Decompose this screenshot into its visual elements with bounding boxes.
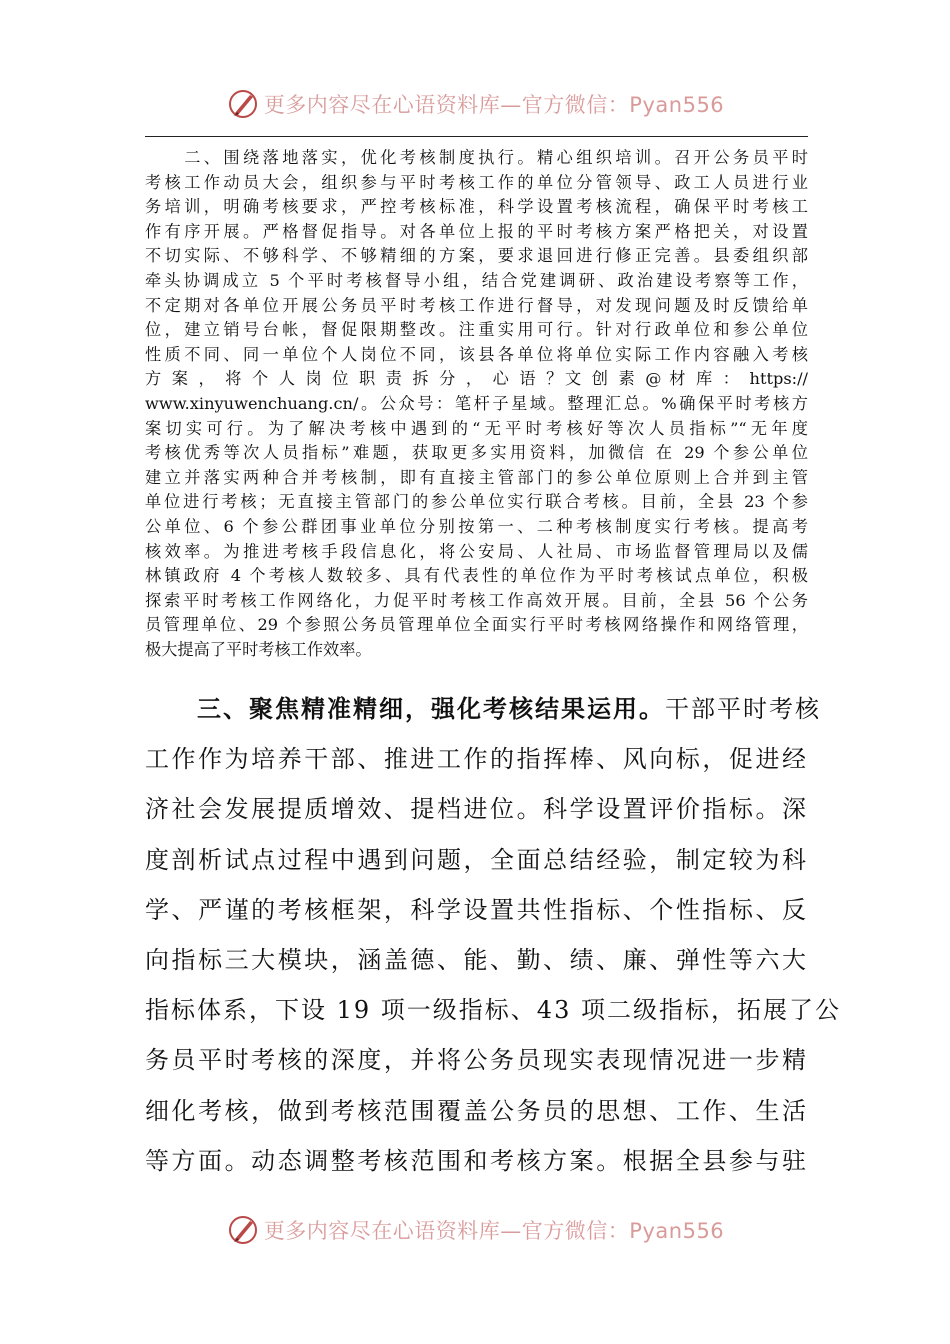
text-line: 指标体系，下设 19 项一级指标、43 项二级指标，拓展了公 [145,996,841,1025]
text-line: 公单位、6 个参公群团事业单位分别按第一、二种考核制度实行考核。提高考 [145,516,808,536]
text-line: 考核工作动员大会，组织参与平时考核工作的单位分管领导、政工人员进行业 [145,172,808,192]
text-line: 林镇政府 4 个考核人数较多、具有代表性的单位作为平时考核试点单位，积极 [145,566,808,586]
text-line: 务培训，明确考核要求，严控考核标准，科学设置考核流程，确保平时考核工 [145,197,808,217]
text-line: 细化考核，做到考核范围覆盖公务员的思想、工作、生活 [145,1096,808,1125]
header-divider [145,136,808,137]
section-heading: 三、聚焦精准精细，强化考核结果运用。 [197,694,665,723]
text-line: 牵头协调成立 5 个平时考核督导小组，结合党建调研、政治建设考察等工作， [145,270,808,290]
text-line: 建立并落实两种合并考核制，即有直接主管部门的参公单位原则上合并到主管 [145,467,808,487]
text-line: 员管理单位、29 个参照公务员管理单位全面实行平时考核网络操作和网络管理， [145,615,808,635]
text-line: 极大提高了平时考核工作效率。 [145,639,372,659]
section-three-paragraph [145,684,841,1186]
text-line-first [145,684,821,734]
brush-pen-logo-icon [226,1213,260,1247]
text-line: 二、围绕落地落实，优化考核制度执行。精心组织培训。召开公务员平时 [145,148,808,167]
text-line: 工作作为培养干部、推进工作的指挥棒、风向标，促进经 [145,745,808,774]
watermark-text: 更多内容尽在心语资料库—官方微信：Pyan556 [263,1219,725,1243]
brush-pen-logo-icon [226,87,260,121]
text-line: 核效率。为推进考核手段信息化，将公安局、人社局、市场监督管理局以及儒 [145,541,808,561]
text-line: 济社会发展提质增效、提档进位。科学设置评价指标。深 [145,795,808,824]
text-line: 性质不同、同一单位个人岗位不同，该县各单位将单位实际工作内容融入考核 [145,344,808,364]
text-line: www.xinyuwenchuang.cn/。公众号：笔杆子星域。整理汇总。%确保平时考核方 [145,393,808,413]
text-line: 作有序开展。严格督促指导。对各单位上报的平时考核方案严格把关，对设置 [145,221,808,241]
text-line: 单位进行考核；无直接主管部门的参公单位实行联合考核。目前，全县 23 个参 [145,492,808,512]
text-line: 务员平时考核的深度，并将公务员现实表现情况进一步精 [145,1046,808,1075]
text-line: 向指标三大模块，涵盖德、能、勤、绩、廉、弹性等六大 [145,946,808,975]
footer-watermark-banner [0,1210,950,1250]
text-line: 不定期对各单位开展公务员平时考核工作进行督导，对发现问题及时反馈给单 [145,295,808,315]
text-line: 度剖析试点过程中遇到问题，全面总结经验，制定较为科 [145,845,808,874]
text-line: 等方面。动态调整考核范围和考核方案。根据全县参与驻 [145,1146,808,1175]
watermark-text: 更多内容尽在心语资料库—官方微信：Pyan556 [263,93,725,117]
header-watermark-banner [0,84,950,124]
section-two-paragraph [145,146,808,662]
heading-continuation: 干部平时考核 [665,695,821,723]
text-line: 探索平时考核工作网络化，力促平时考核工作高效开展。目前，全县 56 个公务 [145,590,808,610]
text-line: 学、严谨的考核框架，科学设置共性指标、个性指标、反 [145,895,808,924]
text-line: 考核优秀等次人员指标”难题，获取更多实用资料，加微信 在 29 个参公单位 [145,443,808,463]
text-line: 位，建立销号台帐，督促限期整改。注重实用可行。针对行政单位和参公单位 [145,320,808,340]
text-line: 方 案 ， 将 个 人 岗 位 职 责 拆 分 ， 心 语 ？文 创 素 @ 材 库 ： https:// [145,369,808,389]
text-line: 案切实可行。为了解决考核中遇到的“无平时考核好等次人员指标”“无年度 [145,418,808,438]
text-line: 不切实际、不够科学、不够精细的方案，要求退回进行修正完善。县委组织部 [145,246,808,266]
